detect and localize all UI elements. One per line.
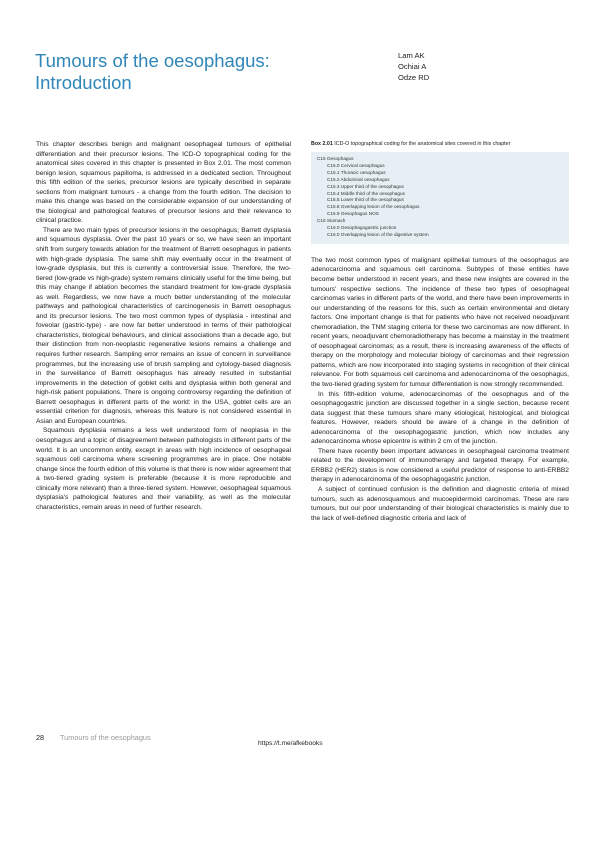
- box-item: C15.1 Thoracic oesophagus: [327, 169, 386, 175]
- right-column: [311, 140, 569, 523]
- box-caption-text: ICD-O topographical coding for the anatomical sites covered in this chapter: [334, 141, 511, 147]
- page-number: 28: [36, 733, 45, 742]
- paragraph: In this fifth-edition volume, adenocarcinomas of the oesophagus and of the oesophagogastric junction are discussed together in a single section, because recent data suggest that these tumours share many etiological, histological, and biological features. However, readers should be aware of a change in the definition of adenocarcinoma of the oesophagogastric junction, which now includes any adenocarcinoma whose epicentre is within 2 cm of the junction.: [311, 390, 569, 446]
- box-body: [311, 152, 569, 244]
- paragraph: This chapter describes benign and malignant oesophageal tumours of epithelial differentiation and their precursor lesions. The ICD-O topographical coding for the anatomical sites covered in this chapter is presented in Box 2.01. The most common benign lesion, squamous papilloma, is addressed in a dedicated section. Throughout this fifth edition of the series, precursor lesions are typically described in separate sections from malignant tumours - a change from the fourth edition. The decision to make this change was based on the considerable expansion of our understanding of the biological and pathological features of precursor lesions and their relevance to clinical practice.: [36, 141, 291, 225]
- author: Odze RD: [398, 73, 430, 82]
- paragraph: There are two main types of precursor lesions in the oesophagus; Barrett dysplasia and squamous dysplasia. Over the past 10 years or so, we have seen an important shift from surgery towards ablation for the treatment of Barrett oesophagus in patients with high-grade dysplasia. The same shift may eventually occur in the treatment of low-grade dysplasia, but this is currently a controversial issue. Therefore, the two-tiered (low-grade vs high-grade) system remains clinically useful for the time being, but this may change if ablation becomes the standard treatment for low-grade dysplasia as well. Regardless, we now have a much better understanding of the molecular pathways and pathological characteristics of carcinogenesis in Barrett oesophagus and its precursor lesions. The two most common types of dysplasia - intestinal and foveolar (gastric-type) - are now far better understood in terms of their pathological characteristics, biological behaviours, and clinical associations than a decade ago, but their distinction from non-neoplastic regenerative lesions remains a challenge and requires further research. Sampling error remains an issue of concern in surveillance programmes, but the increasing use of brush sampling and cytology-based diagnosis in the surveillance of Barrett oesophagus has already resulted in substantial improvements in the detection of goblet cells and dysplasia within both general and high-risk patient populations. There is ongoing controversy regarding the definition of Barrett oesophagus in different parts of the world: in the USA, goblet cells are an essential criterion for diagnosis, whereas this feature is not considered essential in Asian and European countries.: [36, 226, 291, 425]
- paragraph: A subject of continued confusion is the definition and diagnostic criteria of mixed tumours, such as adenosquamous and mucoepidermoid carcinomas. These are rare tumours, but our poor understanding of their biological characteristics is mainly due to the lack of well-defined diagnostic criteria and lack of: [311, 486, 569, 522]
- box-item: C16 Stomach: [317, 218, 346, 224]
- box-item: C15.3 Upper third of the oesophagus: [327, 183, 404, 189]
- box-item: C15.0 Cervical oesophagus: [327, 162, 385, 168]
- left-column: [36, 140, 291, 512]
- icd-o-box: [311, 140, 569, 244]
- box-item: C15.5 Lower third of the oesophagus: [327, 197, 404, 203]
- box-item: C15.8 Overlapping lesion of the oesophagus: [327, 204, 420, 210]
- box-item: C15.2 Abdominal oesophagus: [327, 176, 390, 182]
- box-caption: [311, 140, 569, 148]
- box-item: C15 Oesophagus: [317, 156, 354, 161]
- running-title: Tumours of the oesophagus: [60, 733, 151, 742]
- box-item: C16.0 Overlapping lesion of the digestive system: [327, 231, 429, 237]
- author: Lam AK: [398, 51, 425, 60]
- title-line-2: Introduction: [35, 72, 132, 93]
- box-label: Box 2.01: [311, 141, 333, 147]
- paragraph: The two most common types of malignant epithelial tumours of the oesophagus are adenocarcinoma and squamous cell carcinoma. Subtypes of these entities have become better understood in recent years, and these new insights are covered in the tumours' respective sections. The incidence of these two types of oesophageal carcinomas varies in different parts of the world, and there have been improvements in our understanding of the reasons for this, such as certain environmental and dietary factors. One important change is that for patients who have not received neoadjuvant chemoradiation, the TNM staging criteria for these two carcinomas are now different. In recent years, neoadjuvant chemoradiotherapy has become a mainstay in the treatment of oesophageal carcinomas; as a result, there is increasing awareness of the effects of therapy on the morphology and molecular biology of carcinomas and their regression patterns, which are now incorporated into staging systems in recognition of their clinical relevance. For both squamous cell carcinoma and adenocarcinoma of the oesophagus, the two-tiered grading system for tumour differentiation is now strongly recommended.: [311, 256, 569, 388]
- source-link[interactable]: https://t.me/afkebooks: [258, 740, 323, 747]
- box-item: C15.4 Middle third of the oesophagus: [327, 190, 405, 196]
- author: Ochiai A: [398, 62, 427, 71]
- title-line-1: Tumours of the oesophagus:: [35, 50, 270, 71]
- box-item: C15.9 Oesophagus NOS: [327, 211, 379, 217]
- page-title: [35, 50, 365, 94]
- box-item: C16.0 Oesophagogastric junction: [327, 225, 397, 231]
- paragraph: There have recently been important advances in oesophageal carcinoma treatment related to the development of immunotherapy and targeted therapy. For example, ERBB2 (HER2) status is now considered a useful predictor of response to anti-ERBB2 therapy in adenocarcinoma of the oesophagogastric junction.: [311, 447, 569, 484]
- author-list: [398, 50, 429, 83]
- paragraph: Squamous dysplasia remains a less well understood form of neoplasia in the oesophagus and a topic of disagreement between pathologists in different parts of the world. It is an uncommon entity, except in areas with high incidence of oesophageal squamous cell carcinoma where screening programmes are in place. One notable change since the fourth edition of this volume is that there is now wider agreement that a two-tiered grading system is preferable (because it is more reproducible and clinically more relevant) than a three-tiered system. However, oesophageal squamous dysplasia's pathological features and their variability, as well as the molecular characteristics, remain areas in need of further research.: [36, 427, 291, 511]
